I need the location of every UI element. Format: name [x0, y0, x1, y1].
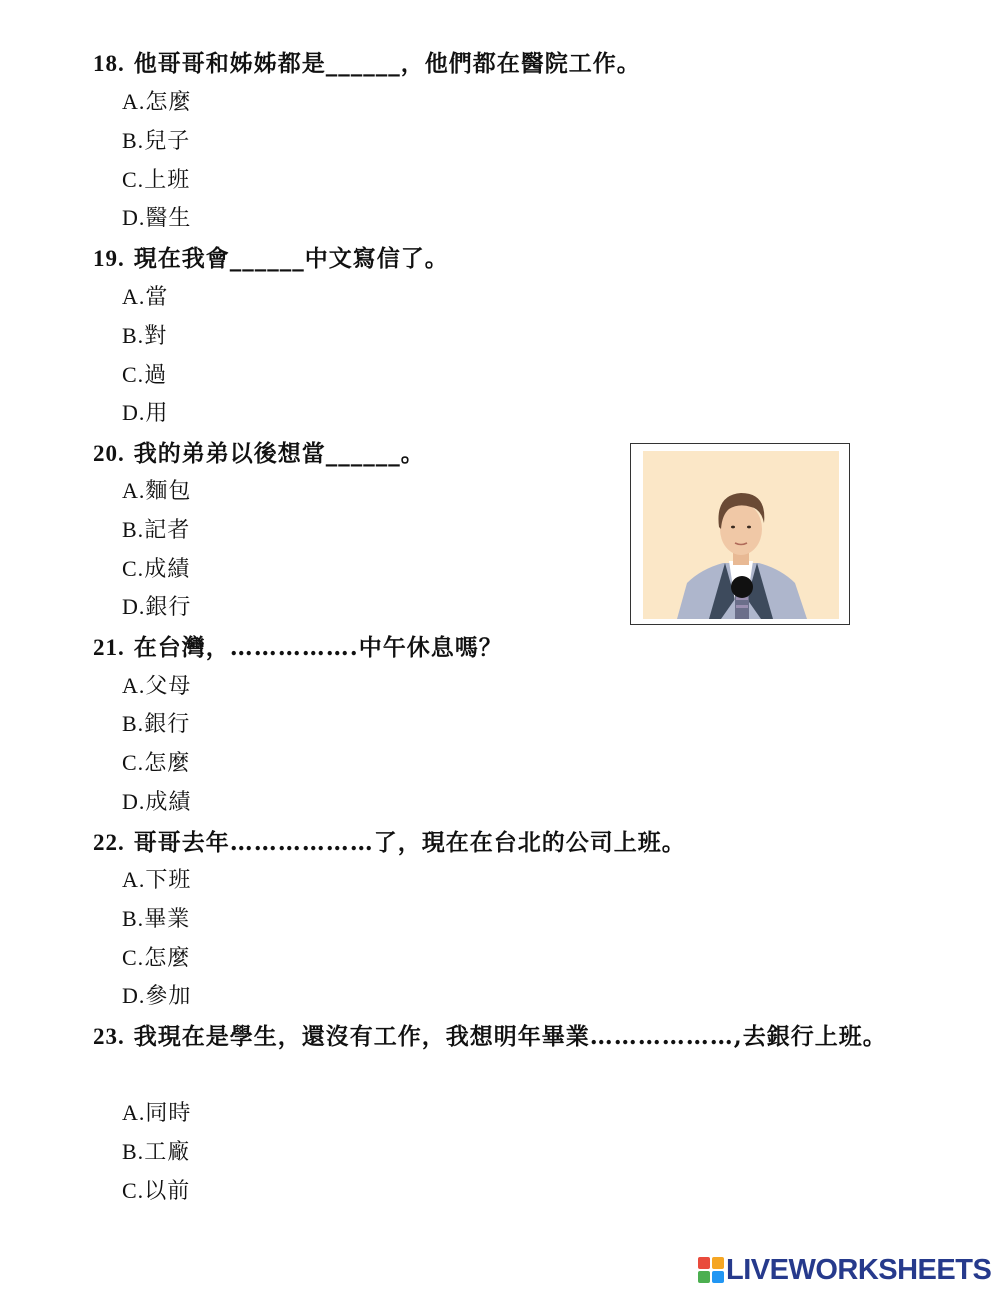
option-letter: A. — [122, 1100, 146, 1125]
option-18-c[interactable] — [122, 165, 190, 196]
option-21-b[interactable] — [122, 709, 190, 740]
option-23-c[interactable] — [122, 1176, 190, 1207]
option-letter: C. — [122, 1178, 145, 1203]
option-text: 父母 — [145, 674, 192, 699]
option-letter: C. — [122, 556, 145, 581]
question-text: 現在我會______中文寫信了。 — [133, 245, 449, 272]
option-text: 參加 — [145, 984, 192, 1009]
option-20-d[interactable] — [122, 592, 191, 623]
option-letter: A. — [122, 673, 146, 698]
option-22-c[interactable] — [122, 943, 190, 974]
question-number: 18. — [93, 51, 125, 76]
question-number: 23. — [93, 1024, 125, 1049]
option-21-c[interactable] — [122, 748, 190, 779]
question-number: 19. — [93, 246, 125, 271]
liveworksheets-logo[interactable] — [698, 1254, 991, 1286]
option-19-d[interactable] — [122, 398, 168, 429]
option-text: 兒子 — [144, 129, 191, 154]
brand-text: LIVEWORKSHEETS — [726, 1253, 992, 1286]
option-21-d[interactable] — [122, 787, 191, 818]
question-23 — [93, 1018, 908, 1056]
option-text: 下班 — [145, 868, 192, 893]
option-text: 麵包 — [145, 479, 192, 504]
option-text: 同時 — [145, 1101, 192, 1126]
option-letter: C. — [122, 945, 145, 970]
option-letter: B. — [122, 128, 145, 153]
option-letter: D. — [122, 400, 146, 425]
option-text: 過 — [144, 363, 168, 388]
option-20-b[interactable] — [122, 515, 190, 546]
question-number: 21. — [93, 635, 125, 660]
option-18-d[interactable] — [122, 203, 191, 234]
option-letter: A. — [122, 478, 146, 503]
option-22-d[interactable] — [122, 981, 191, 1012]
question-text: 在台灣，…………….中午休息嗎？ — [133, 634, 503, 661]
option-text: 怎麼 — [144, 751, 191, 776]
option-text: 畢業 — [144, 907, 191, 932]
option-18-a[interactable] — [122, 87, 191, 118]
option-text: 以前 — [144, 1179, 191, 1204]
question-number: 22. — [93, 830, 125, 855]
option-letter: D. — [122, 789, 146, 814]
question-number: 20. — [93, 441, 125, 466]
question-21 — [93, 629, 923, 667]
question-text: 我現在是學生，還沒有工作，我想明年畢業………………,去銀行上班。 — [133, 1023, 887, 1050]
question-text: 我的弟弟以後想當______。 — [133, 440, 425, 467]
option-text: 成績 — [144, 557, 191, 582]
option-text: 怎麼 — [145, 90, 192, 115]
option-letter: D. — [122, 983, 146, 1008]
option-letter: B. — [122, 517, 145, 542]
reporter-illustration — [630, 443, 850, 625]
option-letter: B. — [122, 711, 145, 736]
option-20-c[interactable] — [122, 554, 190, 585]
option-18-b[interactable] — [122, 126, 190, 157]
option-letter: C. — [122, 362, 145, 387]
reporter-image — [643, 451, 839, 619]
option-text: 當 — [145, 285, 169, 310]
option-text: 銀行 — [145, 595, 192, 620]
liveworksheets-mark-icon — [698, 1257, 724, 1283]
option-23-a[interactable] — [122, 1098, 191, 1129]
option-21-a[interactable] — [122, 671, 191, 702]
option-letter: A. — [122, 867, 146, 892]
option-text: 成績 — [145, 790, 192, 815]
option-letter: A. — [122, 284, 146, 309]
option-20-a[interactable] — [122, 476, 191, 507]
option-23-b[interactable] — [122, 1137, 190, 1168]
option-text: 上班 — [144, 168, 191, 193]
mic-stripe — [736, 605, 748, 608]
option-19-b[interactable] — [122, 321, 167, 352]
option-text: 用 — [145, 401, 169, 426]
option-19-c[interactable] — [122, 360, 167, 391]
option-letter: D. — [122, 594, 146, 619]
option-letter: D. — [122, 205, 146, 230]
right-eye — [747, 526, 751, 529]
option-text: 記者 — [144, 518, 191, 543]
option-19-a[interactable] — [122, 282, 168, 313]
question-19 — [93, 240, 923, 278]
option-letter: B. — [122, 1139, 145, 1164]
option-letter: C. — [122, 167, 145, 192]
question-text: 他哥哥和姊姊都是______，他們都在醫院工作。 — [133, 50, 641, 77]
option-text: 對 — [144, 324, 168, 349]
option-22-b[interactable] — [122, 904, 190, 935]
option-22-a[interactable] — [122, 865, 191, 896]
question-22 — [93, 824, 923, 862]
option-text: 工廠 — [144, 1140, 191, 1165]
option-letter: B. — [122, 323, 145, 348]
question-18 — [93, 45, 923, 83]
option-text: 怎麼 — [144, 946, 191, 971]
option-text: 銀行 — [144, 712, 191, 737]
option-letter: A. — [122, 89, 146, 114]
left-eye — [731, 526, 735, 529]
microphone-icon — [731, 576, 753, 598]
option-text: 醫生 — [145, 206, 192, 231]
option-letter: B. — [122, 906, 145, 931]
question-text: 哥哥去年………………了，現在在台北的公司上班。 — [133, 829, 686, 856]
option-letter: C. — [122, 750, 145, 775]
